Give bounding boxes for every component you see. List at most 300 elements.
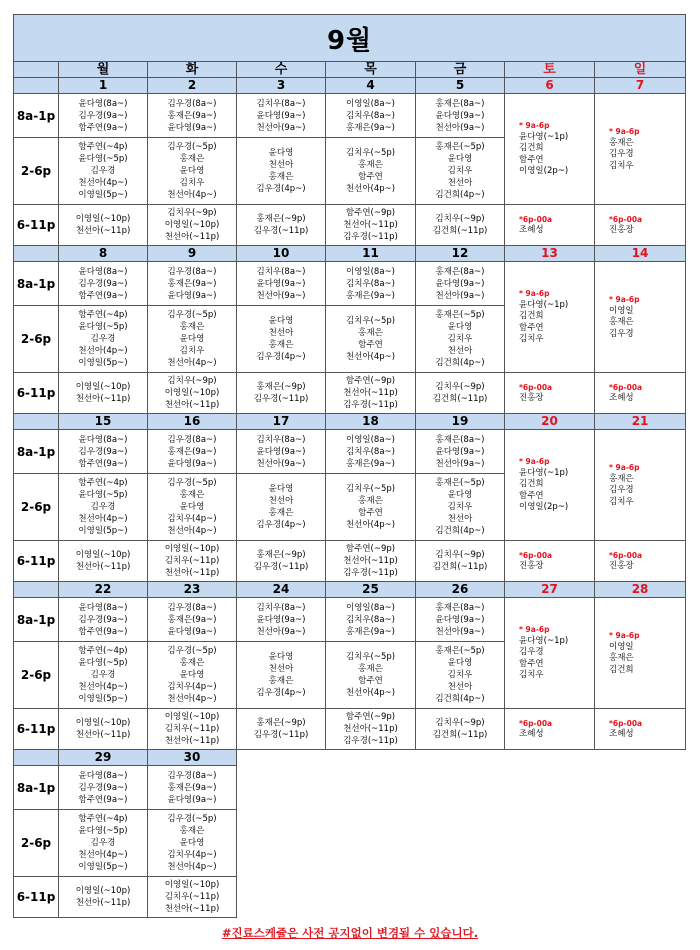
staff-entry: 윤다영 [268,148,294,158]
shift-cell [59,205,148,246]
staff-entry: 김우경(~5p) [167,142,217,152]
date-cell: 13 [505,246,595,262]
shift-time: *6p-00a [609,382,643,392]
staff-entry: 윤다영(~1p) [519,299,569,310]
staff-entry: 홍재은(9a~) [345,458,395,469]
staff-entry: 김치우(~9p) [167,376,217,386]
staff-entry: 천선아 [268,496,294,506]
staff-entry: 홍재은(9a~) [167,782,217,793]
day-of-week-header: 토 [505,62,595,78]
staff-entry: 김우경 [90,502,116,512]
staff-entry: 윤다영 [268,316,294,326]
empty-cell [326,750,416,766]
staff-entry: 천선아(~11p) [75,730,131,740]
staff-entry: 윤다영(~1p) [519,467,569,478]
shift-cell [148,709,237,750]
shift-cell [416,138,505,205]
staff-entry: 홍재은 [179,490,205,500]
staff-entry: 김치우 [447,334,473,344]
shift-cell [326,94,416,138]
date-row [14,750,686,766]
shift-cell [326,474,416,541]
staff-entry: 함주연 [358,172,383,182]
staff-entry: 윤다영(9a~) [435,614,485,625]
time-slot-row [14,205,686,246]
staff-entry: 김우경 [609,328,634,339]
staff-entry: 윤다영 [179,838,205,848]
staff-entry: 김치우(4p~) [167,514,217,524]
day-of-week-header: 수 [237,62,326,78]
shift-time: *6p-00a [519,550,553,560]
staff-entry: 김치우(~5p) [345,148,396,158]
shift-cell [326,430,416,474]
staff-entry: 천선아(9a~) [435,626,485,637]
date-cell: 4 [326,78,416,94]
time-slot-label: 6-11p [14,709,59,750]
staff-entry: 김건희(4p~) [435,694,485,704]
staff-entry: 김우경(~11p) [253,730,309,740]
staff-entry: 함주연 [358,340,383,350]
staff-entry: 김치우 [447,502,473,512]
shift-cell [148,430,237,474]
staff-entry: 김우경(4p~) [256,688,306,698]
empty-cell [505,810,595,877]
staff-entry: 이영일 [609,305,634,316]
staff-entry: 윤다영(9a~) [435,278,485,289]
staff-entry: 윤다영(~5p) [78,658,128,668]
shift-cell [148,373,237,414]
time-slot-label: 6-11p [14,877,59,918]
date-row-corner [14,750,59,766]
shift-cell [237,598,326,642]
weekend-night-shift [505,709,595,750]
staff-entry: 윤다영 [447,154,473,164]
shift-cell [326,205,416,246]
staff-entry: 김치우(8a~) [256,266,306,277]
staff-entry: 천선아 [268,160,294,170]
staff-entry: 김치우(8a~) [345,110,395,121]
staff-entry: 김우경(9a~) [78,446,128,457]
shift-cell [416,94,505,138]
time-slot-label: 2-6p [14,474,59,541]
staff-entry: 김치우(8a~) [345,446,395,457]
date-cell: 29 [59,750,148,766]
staff-entry: 김치우(~5p) [345,484,396,494]
staff-entry: 김건희(4p~) [435,358,485,368]
shift-cell [59,766,148,810]
staff-entry: 천선아(4p~) [345,520,396,530]
date-row-corner [14,414,59,430]
empty-cell [416,810,505,877]
staff-entry: 김치우 [519,334,544,345]
shift-time: * 9a-6p [519,457,550,467]
date-row [14,414,686,430]
weekend-day-shift [595,598,686,709]
staff-entry: 이영일(~10p) [75,718,131,728]
staff-entry: 김우경(9a~) [78,278,128,289]
shift-cell [237,430,326,474]
staff-entry: 천선아 [447,682,473,692]
staff-entry: 김우경(8a~) [167,770,217,781]
staff-entry: 홍재은(~5p) [435,310,485,320]
staff-entry: 김우경 [90,838,116,848]
day-of-week-header: 일 [595,62,686,78]
date-cell: 26 [416,582,505,598]
empty-cell [237,750,326,766]
shift-cell [59,94,148,138]
weekend-night-shift [505,205,595,246]
staff-entry: 함주연 [358,508,383,518]
shift-cell [416,598,505,642]
staff-entry: 천선아(~11p) [75,226,131,236]
staff-entry: 윤다영(9a~) [256,446,306,457]
staff-entry: 윤다영(~1p) [519,131,569,142]
staff-entry: 홍재은 [268,508,294,518]
staff-entry: 윤다영 [447,322,473,332]
staff-entry: 천선아(4p~) [78,514,128,524]
staff-entry: 홍재은 [268,340,294,350]
weeks-body [14,78,686,918]
staff-entry: 함주연(~4p) [78,478,128,488]
staff-entry: 김건희(~11p) [432,562,488,572]
shift-cell [59,262,148,306]
date-row [14,582,686,598]
date-cell: 20 [505,414,595,430]
staff-entry: 윤다영(~1p) [519,635,569,646]
staff-entry: 홍재은 [358,328,383,338]
staff-entry: 홍재은(8a~) [435,602,485,613]
shift-cell [59,474,148,541]
staff-entry: 천선아(9a~) [256,122,306,133]
staff-entry: 홍재은(9a~) [345,290,395,301]
staff-entry: 김우경(8a~) [167,98,217,109]
weekend-night-shift [505,541,595,582]
staff-entry: 윤다영(9a~) [167,794,217,805]
staff-entry: 천선아(~11p) [164,400,220,410]
time-slot-row [14,598,686,642]
empty-cell [326,766,416,810]
date-cell: 30 [148,750,237,766]
staff-entry: 진홍장 [519,561,544,571]
time-slot-label: 6-11p [14,373,59,414]
staff-entry: 천선아(~11p) [75,394,131,404]
shift-cell [148,262,237,306]
staff-entry: 김치우 [447,670,473,680]
staff-entry: 윤다영(~5p) [78,154,128,164]
staff-entry: 홍재은(~5p) [435,142,485,152]
staff-entry: 홍재은 [179,658,205,668]
staff-entry: 천선아(~11p) [164,568,220,578]
staff-entry: 윤다영(~5p) [78,490,128,500]
staff-entry: 천선아(4p~) [78,346,128,356]
staff-entry: 윤다영(8a~) [78,98,128,109]
shift-cell [237,306,326,373]
staff-entry: 김건희(~11p) [432,226,488,236]
shift-cell [237,205,326,246]
staff-entry: 홍재은(9a~) [345,122,395,133]
shift-cell [326,709,416,750]
empty-cell [237,810,326,877]
staff-entry: 이영일(8a~) [345,602,395,613]
staff-entry: 천선아(9a~) [435,122,485,133]
staff-entry: 김우경(~11p) [343,232,398,242]
staff-entry: 이영일(~10p) [75,886,131,896]
staff-entry: 김우경 [609,485,634,495]
date-cell: 7 [595,78,686,94]
staff-entry: 천선아(4p~) [167,526,217,536]
shift-cell [59,598,148,642]
shift-cell [148,766,237,810]
shift-cell [416,205,505,246]
staff-entry: 조혜성 [609,393,634,403]
date-cell: 19 [416,414,505,430]
time-slot-label: 8a-1p [14,430,59,474]
staff-entry: 홍재은(~5p) [435,646,485,656]
staff-entry: 함주연(~4p) [78,814,128,824]
shift-cell [148,877,237,918]
staff-entry: 함주연(9a~) [78,122,128,133]
staff-entry: 이영일(2p~) [519,166,569,177]
staff-entry: 천선아(~11p) [343,724,398,734]
staff-entry: 김우경 [90,670,116,680]
date-cell: 21 [595,414,686,430]
shift-cell [416,306,505,373]
staff-entry: 김우경(4p~) [256,352,306,362]
date-cell: 11 [326,246,416,262]
staff-entry: 김우경(9a~) [78,782,128,793]
weekend-night-shift [595,709,686,750]
staff-entry: 천선아(~11p) [75,898,131,908]
staff-entry: 홍재은 [358,160,383,170]
weekend-day-shift [595,430,686,541]
staff-entry: 조혜성 [519,729,544,739]
staff-entry: 이영일(~10p) [164,712,220,722]
shift-cell [416,373,505,414]
staff-entry: 이영일(5p~) [78,862,128,872]
staff-entry: 홍재은 [609,317,634,327]
staff-entry: 천선아(~11p) [343,220,398,230]
staff-entry: 김치우 [519,670,544,681]
staff-entry: 함주연(9a~) [78,794,128,805]
staff-entry: 김건희(4p~) [435,526,485,536]
staff-entry: 김치우(~9p) [435,214,485,224]
shift-time: * 9a-6p [609,631,640,640]
shift-cell [326,541,416,582]
staff-entry: 함주연(~9p) [345,208,396,218]
staff-entry: 천선아 [268,328,294,338]
staff-entry: 천선아(4p~) [78,178,128,188]
shift-cell [148,306,237,373]
staff-entry: 홍재은(9a~) [345,626,395,637]
shift-time: * 9a-6p [609,127,640,136]
staff-entry: 윤다영(8a~) [78,770,128,781]
shift-cell [237,642,326,709]
shift-cell [59,709,148,750]
staff-entry: 홍재은(8a~) [435,98,485,109]
date-cell: 3 [237,78,326,94]
staff-entry: 함주연(9a~) [78,290,128,301]
staff-entry: 이영일(5p~) [78,358,128,368]
staff-entry: 윤다영 [179,334,205,344]
empty-cell [505,877,595,918]
staff-entry: 함주연 [519,658,544,669]
staff-entry: 천선아(4p~) [78,682,128,692]
shift-cell [237,373,326,414]
staff-entry: 김우경(~5p) [167,478,217,488]
staff-entry: 김건희(4p~) [435,190,485,200]
staff-entry: 이영일(~10p) [75,382,131,392]
shift-cell [416,430,505,474]
staff-entry: 이영일(2p~) [519,502,569,513]
shift-cell [326,642,416,709]
weekend-night-shift [595,205,686,246]
shift-time: *6p-00a [519,382,553,392]
staff-entry: 김우경(~11p) [253,394,309,404]
empty-cell [595,877,686,918]
staff-entry: 김우경(~11p) [343,568,398,578]
day-of-week-header: 목 [326,62,416,78]
staff-entry: 윤다영(8a~) [78,434,128,445]
date-row-corner [14,246,59,262]
shift-cell [237,262,326,306]
staff-entry: 홍재은(8a~) [435,434,485,445]
staff-entry: 홍재은 [268,676,294,686]
staff-entry: 김건희 [609,664,634,675]
day-of-week-header: 월 [59,62,148,78]
shift-time: *6p-00a [519,718,553,728]
staff-entry: 김우경 [609,149,634,159]
date-cell: 25 [326,582,416,598]
staff-entry: 홍재은(~5p) [435,478,485,488]
staff-entry: 진홍장 [519,393,544,403]
time-slot-label: 2-6p [14,306,59,373]
staff-entry: 이영일(~10p) [164,388,220,398]
shift-cell [148,474,237,541]
time-slot-row [14,709,686,750]
shift-time: * 9a-6p [609,463,640,472]
empty-cell [237,877,326,918]
shift-cell [148,598,237,642]
staff-entry: 윤다영(~5p) [78,826,128,836]
staff-entry: 함주연(~9p) [345,712,396,722]
empty-cell [416,877,505,918]
shift-cell [59,430,148,474]
staff-entry: 함주연(~9p) [345,376,396,386]
shift-cell [416,709,505,750]
staff-entry: 홍재은 [268,172,294,182]
staff-entry: 김우경(~11p) [343,736,398,746]
staff-entry: 천선아(4p~) [78,850,128,860]
staff-entry: 김치우(8a~) [345,614,395,625]
staff-entry: 김우경(4p~) [256,184,306,194]
weekend-day-shift [505,262,595,373]
staff-entry: 함주연 [519,154,544,165]
date-cell: 22 [59,582,148,598]
weekend-day-shift [505,430,595,541]
staff-entry: 홍재은 [179,322,205,332]
staff-entry: 홍재은(9a~) [167,446,217,457]
shift-cell [148,138,237,205]
shift-cell [59,541,148,582]
shift-time: * 9a-6p [609,295,640,304]
schedule-notice: #진료스케쥴은 사전 공지없이 변경될 수 있습니다. [221,926,479,940]
date-cell: 16 [148,414,237,430]
shift-cell [59,138,148,205]
date-cell: 5 [416,78,505,94]
staff-entry: 천선아 [447,178,473,188]
staff-entry: 김우경 [90,166,116,176]
staff-entry: 진홍장 [609,225,634,235]
shift-cell [148,642,237,709]
staff-entry: 천선아(9a~) [435,290,485,301]
staff-entry: 김우경(~5p) [167,814,217,824]
staff-entry: 천선아(9a~) [256,458,306,469]
staff-entry: 홍재은 [609,653,634,663]
staff-entry: 김치우(~11p) [164,724,220,734]
staff-entry: 이영일(~10p) [75,550,131,560]
staff-entry: 조혜성 [609,729,634,739]
shift-cell [326,262,416,306]
staff-entry: 함주연(~4p) [78,310,128,320]
staff-entry: 천선아(9a~) [435,458,485,469]
shift-cell [326,138,416,205]
staff-entry: 윤다영 [179,670,205,680]
shift-time: * 9a-6p [519,121,550,131]
staff-entry: 천선아(9a~) [256,626,306,637]
shift-time: *6p-00a [609,550,643,560]
time-slot-label: 6-11p [14,541,59,582]
staff-entry: 천선아(~11p) [75,562,131,572]
staff-entry: 김치우(8a~) [256,434,306,445]
staff-entry: 김건희 [519,311,544,322]
shift-cell [148,94,237,138]
staff-entry: 천선아 [447,346,473,356]
staff-entry: 윤다영(9a~) [167,626,217,637]
empty-cell [416,766,505,810]
time-slot-label: 8a-1p [14,94,59,138]
staff-entry: 홍재은 [179,154,205,164]
date-cell: 18 [326,414,416,430]
staff-entry: 김치우 [179,178,205,188]
empty-cell [595,766,686,810]
shift-time: * 9a-6p [519,289,550,299]
date-row-corner [14,78,59,94]
date-cell: 1 [59,78,148,94]
staff-entry: 함주연(9a~) [78,626,128,637]
staff-entry: 윤다영 [179,166,205,176]
staff-entry: 진홍장 [609,561,634,571]
staff-entry: 홍재은(~9p) [256,382,306,392]
date-cell: 2 [148,78,237,94]
staff-entry: 이영일(~10p) [164,880,220,890]
staff-entry: 천선아(~11p) [164,232,220,242]
time-slot-label: 8a-1p [14,766,59,810]
empty-cell [416,750,505,766]
time-slot-label: 2-6p [14,810,59,877]
shift-time: * 9a-6p [519,625,550,635]
staff-entry: 이영일(~10p) [164,220,220,230]
staff-entry: 천선아 [447,514,473,524]
staff-entry: 천선아(4p~) [345,184,396,194]
staff-entry: 김치우(~9p) [167,208,217,218]
date-cell: 10 [237,246,326,262]
staff-entry: 김우경 [519,647,544,658]
staff-entry: 함주연 [519,490,544,501]
staff-entry: 홍재은(9a~) [167,110,217,121]
staff-entry: 홍재은 [609,473,634,484]
weekend-day-shift [595,94,686,205]
staff-entry: 김치우(8a~) [256,602,306,613]
